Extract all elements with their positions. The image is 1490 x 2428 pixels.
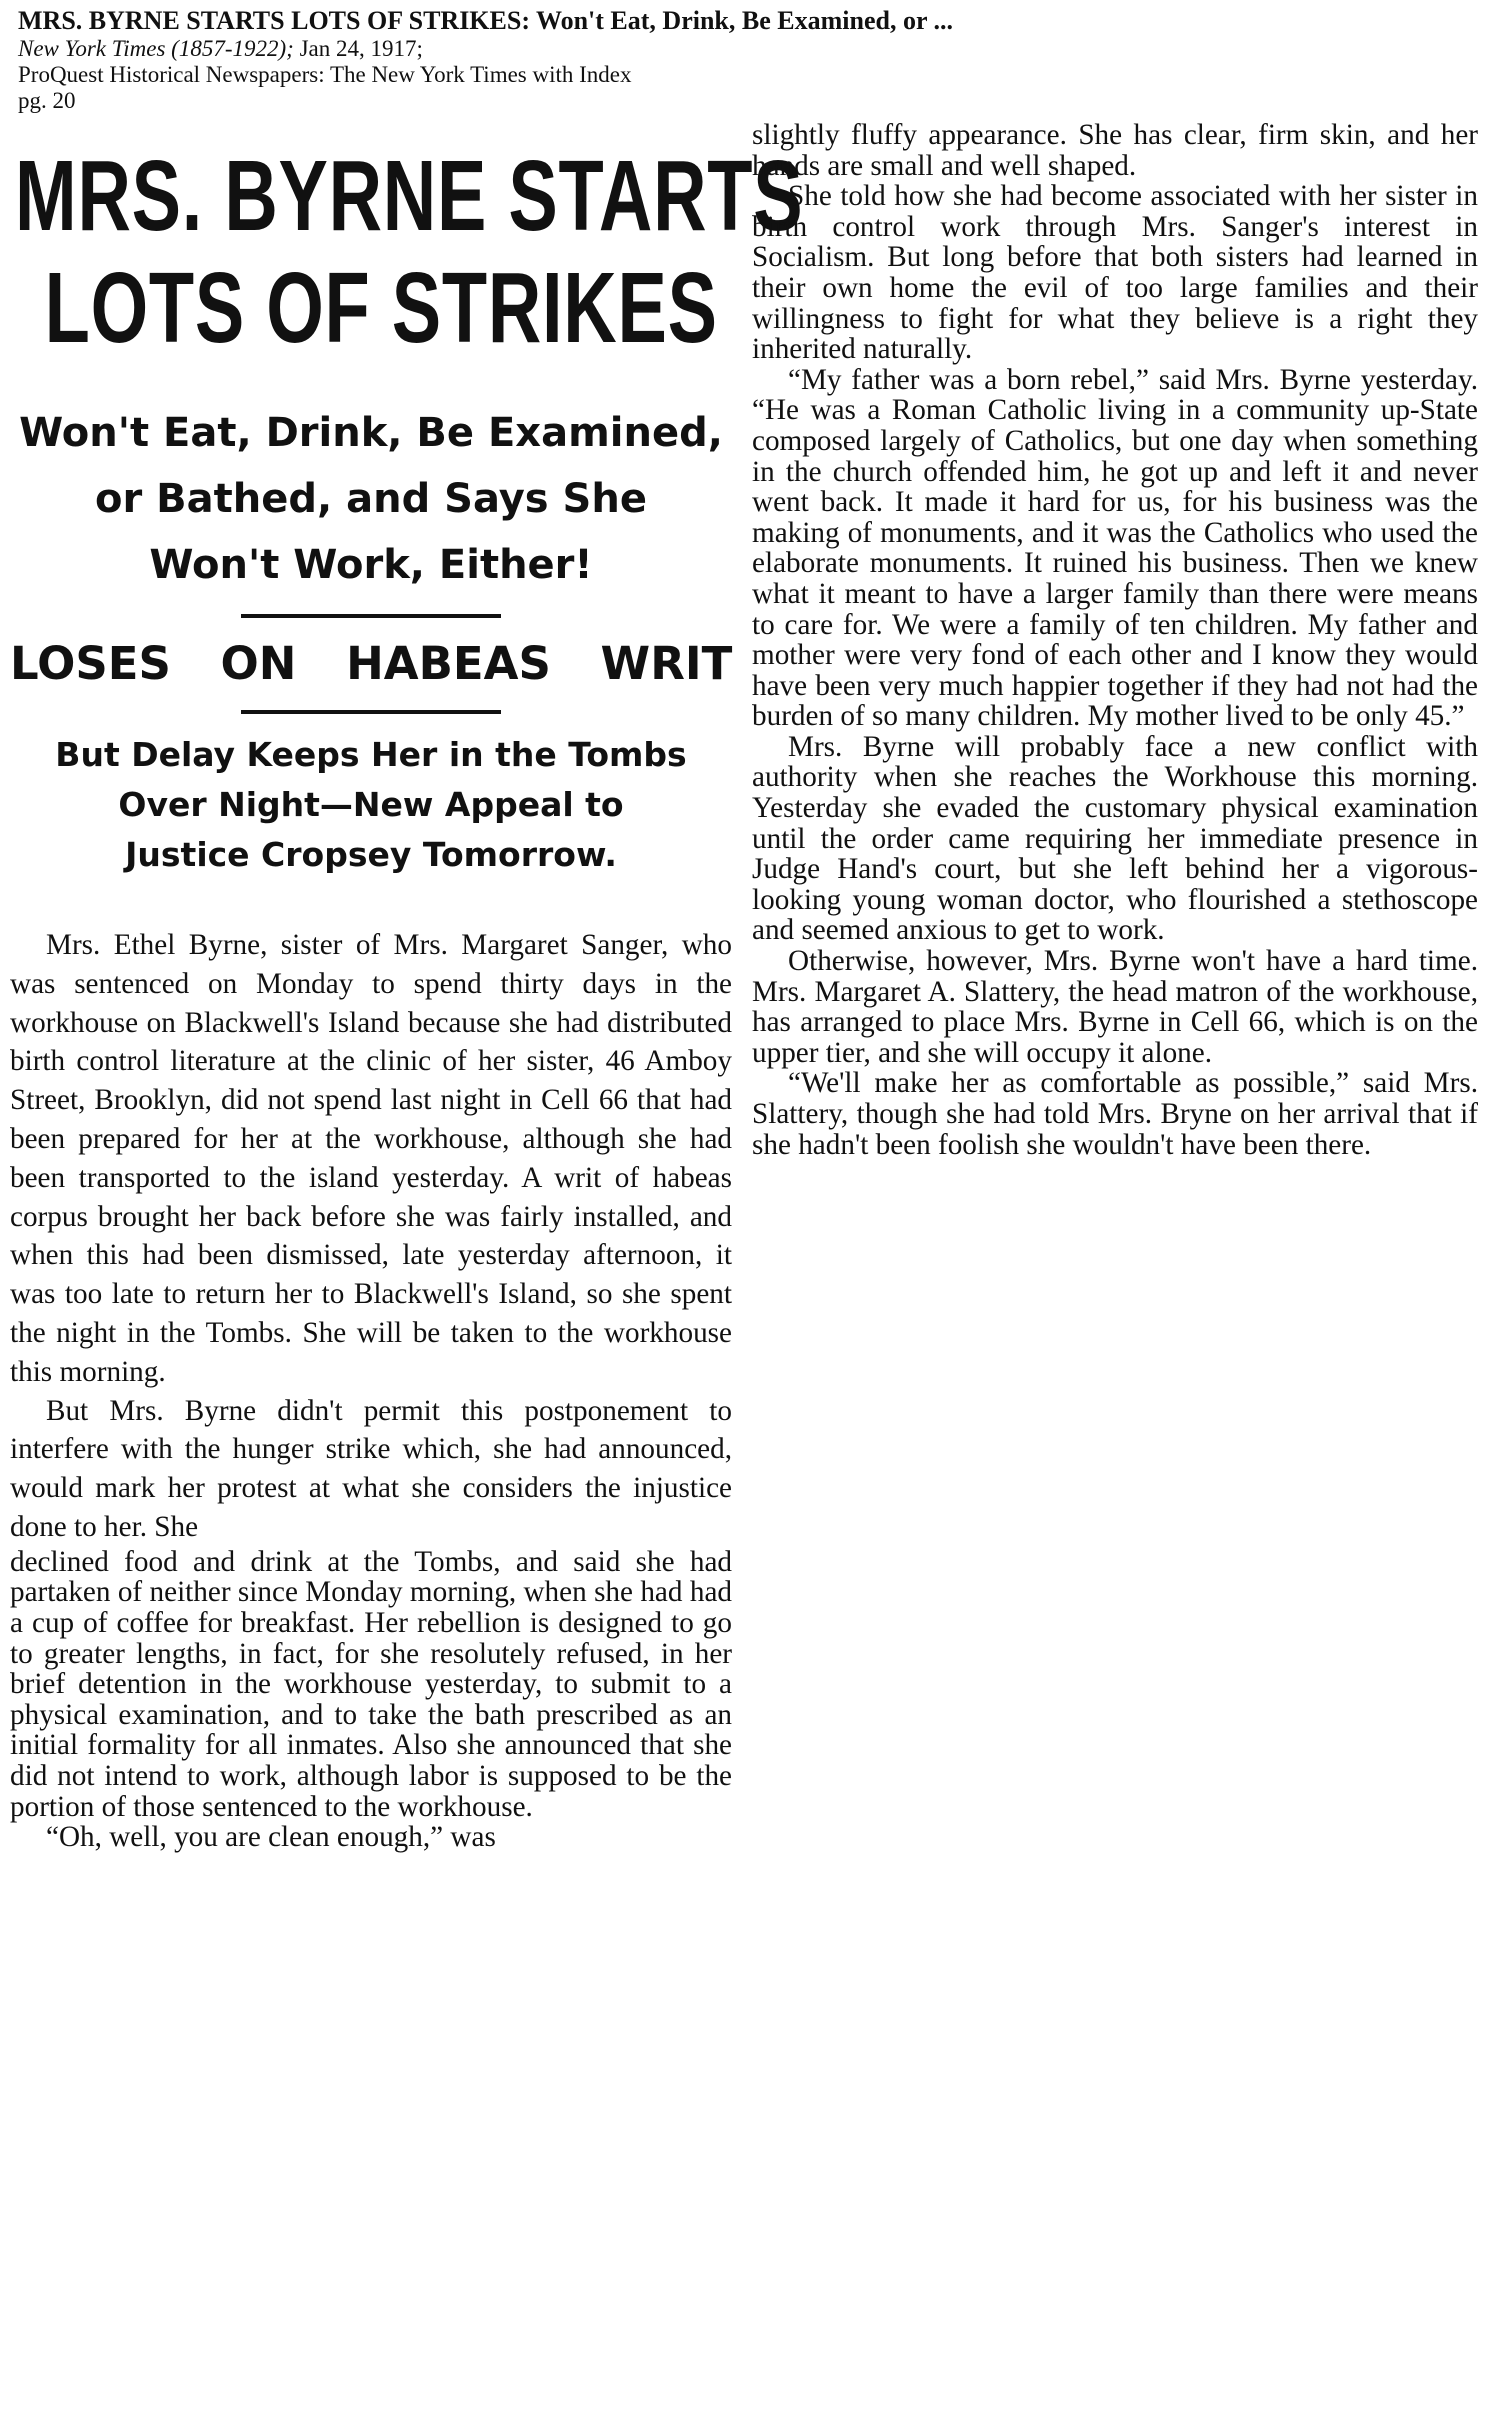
citation-header bbox=[18, 6, 1458, 114]
citation-title: MRS. BYRNE STARTS LOTS OF STRIKES: Won't Eat, Drink, Be Examined, or ... bbox=[18, 6, 954, 35]
divider-rule bbox=[241, 614, 501, 618]
headline-line-2: LOTS OF STRIKES bbox=[44, 252, 718, 364]
paragraph: She told how she had become associated with her sister in birth control work through Mrs. Sanger's interest in Socialism. But long before that both sisters had learned in their own home the evil of too large families and their willingness to fight for what they believe is a right they inherited naturally. bbox=[752, 180, 1478, 366]
paragraph: Otherwise, however, Mrs. Byrne won't have a hard time. Mrs. Margaret A. Slattery, the head matron of the workhouse, has arranged to place Mrs. Byrne in Cell 66, which is on the upper tier, and she will occupy it alone. bbox=[752, 945, 1478, 1069]
headline-line-1: MRS. BYRNE STARTS bbox=[15, 140, 804, 252]
paragraph: “We'll make her as comfortable as possible,” said Mrs. Slattery, though she had told Mrs. Bryne on her arrival that if she hadn't been foolish she wouldn't have been there. bbox=[752, 1067, 1478, 1161]
subheadline bbox=[10, 400, 732, 598]
divider-rule bbox=[241, 710, 501, 714]
subheadline-line-2: or Bathed, and Says She bbox=[95, 476, 647, 522]
second-deck: LOSES ON HABEAS WRIT bbox=[10, 637, 733, 690]
third-deck-line-2: Over Night—New Appeal to bbox=[118, 785, 624, 824]
publication-name: New York Times (1857-1922); bbox=[18, 36, 294, 61]
publication-date: Jan 24, 1917; bbox=[293, 36, 423, 61]
main-headline bbox=[15, 140, 804, 364]
third-deck-line-1: But Delay Keeps Her in the Tombs bbox=[55, 735, 687, 774]
subheadline-line-1: Won't Eat, Drink, Be Examined, bbox=[19, 410, 723, 456]
database-name: ProQuest Historical Newspapers: The New York Times with Index bbox=[18, 62, 632, 87]
paragraph: “My father was a born rebel,” said Mrs. Byrne yesterday. “He was a Roman Catholic living in a community up-State composed largely of Catholics, but one day when something in the church offended him, he got up and left it and never went back. It made it hard for us, for his business was the making of monuments, and it was the Catholics who used the elaborate monuments. It ruined his business. Then we knew what it meant to have a larger family than there were means to care for. We were a family of ten children. My father and mother were very fond of each other and I know they would have been very much happier together if they had not had the burden of so many children. My mother lived to be only 45.” bbox=[752, 363, 1478, 733]
right-column bbox=[752, 120, 1478, 1160]
article-body-left-continued bbox=[10, 1547, 732, 1853]
article-body-left bbox=[10, 926, 732, 1547]
third-deck-line-3: Justice Cropsey Tomorrow. bbox=[125, 835, 617, 874]
article-body-right bbox=[752, 120, 1478, 1160]
paragraph: Mrs. Ethel Byrne, sister of Mrs. Margaret Sanger, who was sentenced on Monday to spend thirty days in the workhouse on Blackwell's Island because she had distributed birth control literature at the clinic of her sister, 46 Amboy Street, Brooklyn, did not spend last night in Cell 66 that had been prepared for her at the workhouse, although she had been transported to the island yesterday. A writ of habeas corpus brought her back before she was fairly installed, and when this had been dismissed, late yesterday afternoon, it was too late to return her to Blackwell's Island, so she spent the night in the Tombs. She will be taken to the workhouse this morning. bbox=[10, 929, 732, 1388]
third-deck bbox=[10, 730, 732, 880]
paragraph: slightly fluffy appearance. She has clear, firm skin, and her hands are small and well shaped. bbox=[752, 119, 1478, 182]
page-number: pg. 20 bbox=[18, 88, 76, 113]
subheadline-line-3: Won't Work, Either! bbox=[149, 542, 593, 588]
paragraph: “Oh, well, you are clean enough,” was bbox=[46, 1821, 496, 1854]
left-column bbox=[10, 140, 804, 1854]
paragraph: Mrs. Byrne will probably face a new conflict with authority when she reaches the Workhouse this morning. Yesterday she evaded the customary physical examination until the order came requiring her immediate presence in Judge Hand's court, but she left behind her a vigorous-looking young woman doctor, who flourished a stethoscope and seemed anxious to get to work. bbox=[752, 730, 1478, 947]
paragraph: But Mrs. Byrne didn't permit this postponement to interfere with the hunger strike which, she had announced, would mark her protest at what she considers the injustice done to her. She bbox=[10, 1394, 732, 1543]
citation-source bbox=[18, 36, 1458, 62]
paragraph: declined food and drink at the Tombs, and said she had partaken of neither since Monday morning, when she had had a cup of coffee for breakfast. Her rebellion is designed to go to greater lengths, in fact, for she resolutely refused, in her brief detention in the workhouse yesterday, to submit to a physical examination, and to take the bath prescribed as an initial formality for all inmates. Also she announced that she did not intend to work, although labor is supposed to be the portion of those sentenced to the workhouse. bbox=[10, 1545, 732, 1823]
